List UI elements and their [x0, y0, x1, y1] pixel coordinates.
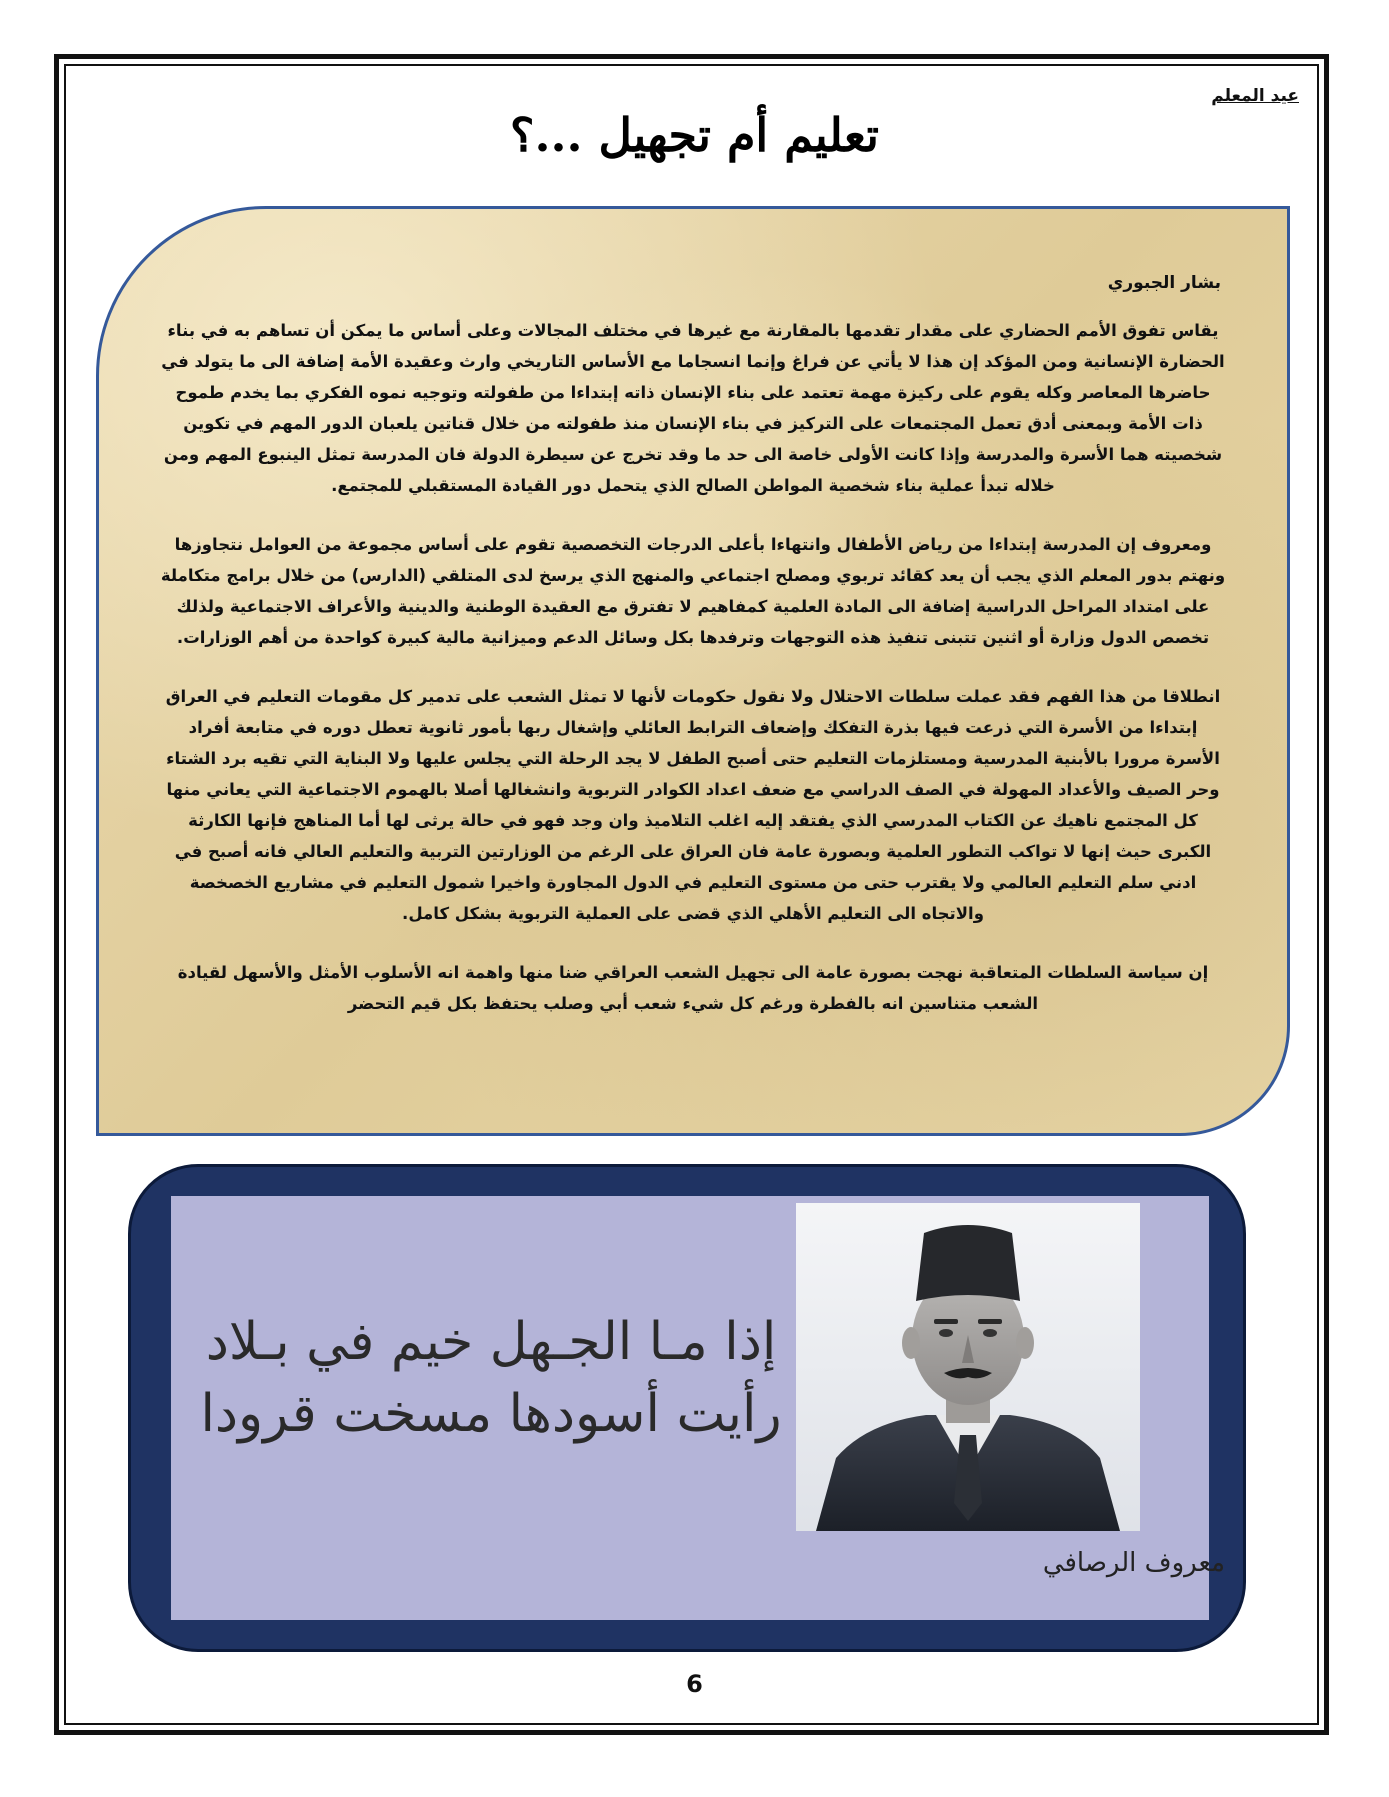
poet-name: معروف الرصافي — [1042, 1548, 1225, 1578]
poet-portrait-drawing — [796, 1203, 1140, 1531]
quote-line-1: إذا مـا الجـهل خيم في بـلاد — [205, 1312, 777, 1372]
page-number: 6 — [686, 1670, 703, 1698]
article-paragraph: يقاس تفوق الأمم الحضاري على مقدار تقدمها بالمقارنة مع غيرها في مختلف المجالات وعلى أساس ما يمكن أن تساهم به في بناء الحضارة الإنسانية ومن المؤكد إن هذا لا يأتي عن فراغ وإنما انسجاما مع الأساس التاريخي وارث وعقيدة الأمة إضافة الى ما يتولد في حاضرها المعاصر وكله يقوم على ركيزة مهمة تعتمد على بناء الإنسان ذاته إبتداءا من طفولته وتوجيه نموه الفكري بما يخدم طموح ذات الأمة وبمعنى أدق تعمل المجتمعات على التركيز في بناء الإنسان منذ طفولته من خلال قناتين يلعبان الدور المهم في تكوين شخصيته هما الأسرة والمدرسة وإذا كانت الأولى خاصة الى حد ما وقد تخرج عن سيطرة الدولة فان المدرسة تمثل الينبوع المهم ومن خلاله تبدأ عملية بناء شخصية المواطن الصالح الذي يتحمل دور القيادة المستقبلي للمجتمع. — [161, 321, 1225, 495]
article-box — [96, 206, 1290, 1136]
article-paragraph: إن سياسة السلطات المتعاقبة نهجت بصورة عامة الى تجهيل الشعب العراقي ضنا منها واهمة انه الأسلوب الأمثل والأسهل لقيادة الشعب متناسين انه بالفطرة ورغم كل شيء شعب أبي وصلب يحتفظ بكل قيم التحضر — [177, 963, 1209, 1013]
article-paragraph: انطلاقا من هذا الفهم فقد عملت سلطات الاحتلال ولا نقول حكومات لأنها لا تمثل الشعب على تدمير كل مقومات التعليم في العراق إبتداءا من الأسرة التي ذرعت فيها بذرة التفكك وإضعاف الترابط العائلي وإشغال ربها بأمور ثانوية تعطل دوره في متابعة أفراد الأسرة مرورا بالأبنية المدرسية ومستلزمات التعليم حتى أصبح الطفل لا يجد الرحلة التي يجلس عليها ولا البناية التي تقيه برد الشتاء وحر الصيف والأعداد المهولة في الصف الدراسي مع ضعف اعداد الكوادر التربوية وانشغالها أصلا بالهموم الاجتماعية التي يعاني منها كل المجتمع ناهيك عن الكتاب المدرسي الذي يفتقد إليه اغلب التلاميذ وان وجد فهو في حالة يرثى لها أما المناهج فإنها الكارثة الكبرى حيث إنها لا تواكب التطور العلمية وبصورة عامة فان العراق على الرغم من الوزارتين التربية والتعليم العالي فانه أصبح في ادني سلم التعليم العالمي ولا يقترب حتى من مستوى التعليم في الدول المجاورة واخيرا شمول التعليم في مشاريع الخصخصة والاتجاه الى التعليم الأهلي الذي قضى على العملية التربوية بشكل كامل. — [165, 687, 1221, 923]
page-title: تعليم أم تجهيل ...؟ — [510, 108, 879, 162]
article-paragraph: ومعروف إن المدرسة إبتداءا من رياض الأطفال وانتهاءا بأعلى الدرجات التخصصية تقوم على أساس مجموعة من العوامل نتجاوزها ونهتم بدور المعلم الذي يجب أن يعد كقائد تربوي ومصلح اجتماعي والمنهج الذي يرسخ لدى المتلقي (الدارس) من خلال برامج متكاملة على امتداد المراحل الدراسية إضافة الى المادة العلمية كمفاهيم لا تفترق مع العقيدة الوطنية والدينية والأعراف الاجتماعية ولذلك تخصص الدول وزارة أو اثنين تتبنى تنفيذ هذه التوجهات وترفدها بكل وسائل الدعم وميزانية مالية كبيرة كواحدة من أهم الوزارات. — [160, 535, 1226, 647]
section-tag: عيد المعلم — [1211, 86, 1299, 106]
article-body — [159, 315, 1227, 1047]
article-author: بشار الجبوري — [1107, 273, 1221, 293]
poet-portrait — [796, 1203, 1140, 1531]
quote-line-2: رأيت أسودها مسخت قرودا — [200, 1384, 782, 1444]
